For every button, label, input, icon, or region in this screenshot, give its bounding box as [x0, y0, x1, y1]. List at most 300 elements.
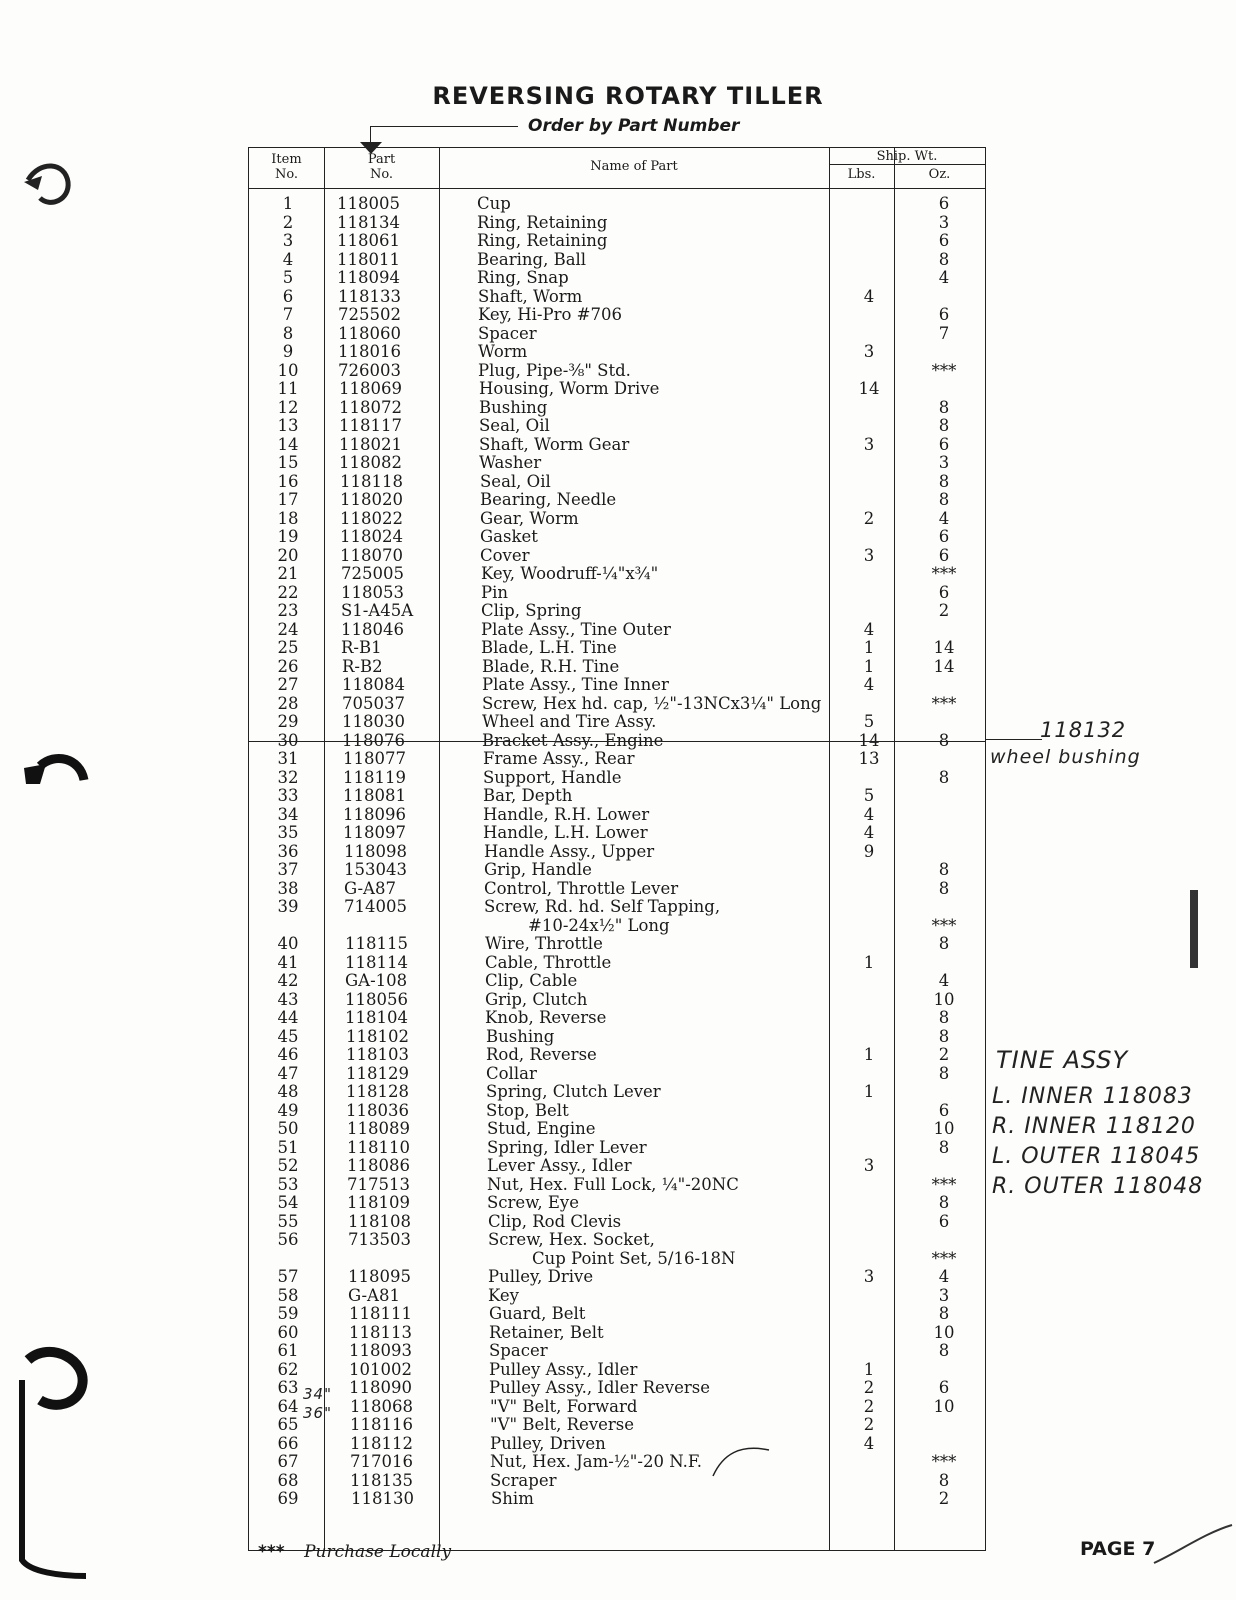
row-item-number: 40	[277, 934, 299, 953]
table-row	[249, 806, 985, 825]
row-weight-oz: 8	[938, 1026, 950, 1046]
row-part-number: 118095	[348, 1267, 411, 1286]
row-part-number: 118104	[345, 1008, 408, 1027]
table-row	[249, 565, 985, 584]
row-weight-oz: 4	[938, 268, 950, 287]
row-part-name: Bushing	[486, 1026, 555, 1046]
row-weight-oz: 10	[933, 989, 955, 1009]
table-row	[249, 954, 985, 973]
row-part-name: Key, Hi-Pro #706	[478, 305, 622, 324]
table-row	[249, 491, 985, 510]
table-row	[249, 1453, 985, 1472]
row-weight-lbs: 3	[863, 434, 875, 454]
row-part-number: 118111	[349, 1304, 412, 1323]
row-part-name: Wheel and Tire Assy.	[482, 712, 657, 731]
row-part-number: 725502	[338, 305, 401, 324]
row-part-name: Clip, Cable	[485, 971, 578, 990]
row-item-number: 59	[277, 1304, 299, 1323]
row-part-number: 118119	[343, 767, 406, 787]
row-part-number: 118129	[346, 1063, 409, 1083]
order-pointer-line	[370, 126, 518, 127]
handwritten-tine-line-2: R. INNER 118120	[992, 1114, 1196, 1139]
row-item-number: 38	[277, 878, 299, 898]
row-part-name: "V" Belt, Reverse	[490, 1415, 635, 1434]
row-part-name: Cup Point Set, 5/16-18N	[532, 1248, 736, 1268]
row-part-number: 118016	[338, 342, 401, 361]
row-weight-lbs: 14	[858, 730, 880, 750]
table-row	[249, 1250, 985, 1269]
row-weight-oz: 6	[938, 434, 950, 454]
row-weight-oz: 14	[933, 638, 955, 657]
row-part-number: 118082	[339, 453, 402, 472]
row-item-number: 31	[277, 749, 299, 768]
row-part-number: 705037	[342, 693, 405, 713]
table-row	[249, 917, 985, 936]
row-part-name: Seal, Oil	[480, 471, 551, 491]
row-part-name: Ring, Snap	[477, 268, 569, 287]
table-row	[249, 1028, 985, 1047]
table-row	[249, 195, 985, 214]
row-weight-oz: 8	[938, 1008, 950, 1027]
row-part-name: Knob, Reverse	[485, 1008, 607, 1027]
row-weight-lbs: 13	[858, 749, 880, 768]
row-weight-oz: 8	[938, 934, 950, 953]
table-row	[249, 1157, 985, 1176]
row-item-number: 29	[277, 712, 299, 731]
row-part-number: 118021	[339, 434, 402, 454]
handwritten-correction-part: 118132	[1040, 718, 1127, 742]
row-part-number: 118020	[340, 490, 403, 509]
row-item-number: 43	[277, 989, 299, 1009]
row-item-number: 33	[277, 786, 299, 805]
row-item-number: 11	[277, 379, 299, 398]
row-part-name: Stud, Engine	[487, 1119, 596, 1138]
row-part-name: Screw, Rd. hd. Self Tapping,	[484, 897, 721, 916]
row-part-name: Shaft, Worm	[478, 286, 583, 306]
table-row	[249, 787, 985, 806]
table-row	[249, 269, 985, 288]
row-item-number: 64	[277, 1396, 299, 1416]
row-part-number: 118093	[349, 1341, 412, 1360]
row-part-number: 717513	[347, 1174, 410, 1194]
row-weight-oz: 6	[938, 1378, 950, 1397]
row-item-number: 6	[282, 286, 294, 306]
row-item-number: 60	[277, 1322, 299, 1342]
row-part-name: Collar	[486, 1063, 537, 1083]
row-item-number: 53	[277, 1174, 299, 1194]
table-row	[249, 473, 985, 492]
row-part-number: 118070	[340, 545, 403, 565]
row-part-name: Bushing	[479, 397, 548, 417]
row-item-number: 68	[277, 1470, 299, 1490]
row-part-number: GA-108	[345, 971, 408, 990]
row-part-number: 118096	[343, 804, 406, 824]
row-part-name: Key	[488, 1285, 519, 1305]
row-part-name: Pin	[481, 582, 509, 602]
header-part: Part No.	[367, 152, 396, 182]
row-item-number: 4	[282, 249, 294, 269]
row-part-number: 118110	[347, 1137, 410, 1157]
table-row	[249, 584, 985, 603]
table-row	[249, 1416, 985, 1435]
row-item-number: 45	[277, 1026, 299, 1046]
row-item-number: 5	[282, 268, 294, 287]
table-row	[249, 769, 985, 788]
row-item-number: 34	[277, 804, 299, 824]
table-row	[249, 602, 985, 621]
row-weight-oz: 6	[938, 1211, 950, 1231]
row-part-name: Bracket Assy., Engine	[482, 730, 664, 750]
handwritten-tine-line-3: L. OUTER 118045	[992, 1144, 1201, 1169]
row-item-number: 19	[277, 527, 299, 546]
row-weight-lbs: 2	[863, 1396, 875, 1416]
row-item-number: 30	[277, 730, 299, 750]
row-part-number: 717016	[350, 1452, 413, 1471]
row-item-number: 16	[277, 471, 299, 491]
table-row	[249, 713, 985, 732]
row-part-name: Grip, Handle	[484, 860, 592, 879]
page-title: REVERSING ROTARY TILLER	[432, 82, 824, 110]
row-item-number: 35	[277, 823, 299, 842]
row-weight-lbs: 4	[863, 619, 875, 639]
page-curl-mark	[1150, 1505, 1236, 1565]
table-row	[249, 621, 985, 640]
row-part-number: 118118	[340, 471, 403, 491]
table-row	[249, 1120, 985, 1139]
row-weight-oz: ***	[931, 1452, 957, 1471]
row-weight-oz: 8	[938, 878, 950, 898]
row-weight-oz: 6	[938, 231, 950, 250]
handwritten-tine-title: TINE ASSY	[996, 1046, 1129, 1074]
row-weight-oz: 7	[938, 323, 950, 343]
row-item-number: 20	[277, 545, 299, 565]
row-part-number: 118072	[339, 397, 402, 417]
row-item-number: 67	[277, 1452, 299, 1471]
row-item-number: 41	[277, 952, 299, 972]
row-item-number: 32	[277, 767, 299, 787]
row-part-number: G-A81	[348, 1285, 400, 1305]
table-row	[249, 1176, 985, 1195]
row-item-number: 26	[277, 656, 299, 676]
row-part-name: Nut, Hex. Jam-½"-20 N.F.	[490, 1452, 702, 1471]
row-part-number: 101002	[349, 1359, 412, 1379]
row-item-number: 61	[277, 1341, 299, 1360]
row-part-name: Housing, Worm Drive	[479, 379, 660, 398]
table-row	[249, 214, 985, 233]
table-row	[249, 306, 985, 325]
row-part-number: 118128	[346, 1082, 409, 1101]
handwritten-belt-64: 34"	[303, 1385, 332, 1403]
row-part-number: 118077	[343, 749, 406, 768]
row-part-number: 118115	[345, 934, 408, 953]
row-part-name: Retainer, Belt	[489, 1322, 604, 1342]
row-part-name: Lever Assy., Idler	[487, 1156, 632, 1175]
row-weight-oz: 10	[933, 1119, 955, 1138]
row-part-number: G-A87	[344, 878, 396, 898]
row-weight-lbs: 1	[863, 1359, 875, 1379]
row-item-number: 49	[277, 1100, 299, 1120]
header-item: Item No.	[271, 152, 302, 182]
row-item-number: 58	[277, 1285, 299, 1305]
handwritten-belt-65: 36"	[303, 1404, 332, 1422]
row-item-number: 62	[277, 1359, 299, 1379]
row-part-number: 118061	[337, 231, 400, 250]
table-row	[249, 251, 985, 270]
row-weight-oz: 3	[938, 1285, 950, 1305]
row-item-number: 65	[277, 1415, 299, 1434]
row-part-name: Nut, Hex. Full Lock, ¼"-20NC	[487, 1174, 739, 1194]
row-item-number: 21	[277, 564, 299, 583]
row-weight-oz: 8	[938, 249, 950, 269]
row-item-number: 52	[277, 1156, 299, 1175]
row-part-number: 118094	[337, 268, 400, 287]
row-weight-oz: 8	[938, 416, 950, 435]
row-item-number: 9	[282, 342, 294, 361]
row-item-number: 39	[277, 897, 299, 916]
row-part-name: Handle Assy., Upper	[484, 841, 655, 861]
row-part-number: 118116	[350, 1415, 413, 1434]
row-weight-oz: 6	[938, 305, 950, 324]
table-row	[249, 1305, 985, 1324]
table-row	[249, 1046, 985, 1065]
row-item-number: 7	[282, 305, 294, 324]
row-weight-oz: 4	[938, 508, 950, 528]
row-part-name: Screw, Eye	[487, 1193, 579, 1212]
row-part-name: #10-24x½" Long	[528, 915, 670, 935]
row-item-number: 51	[277, 1137, 299, 1157]
row-weight-oz: 6	[938, 1100, 950, 1120]
row-part-number: 118108	[348, 1211, 411, 1231]
row-item-number: 12	[277, 397, 299, 417]
row-item-number: 27	[277, 675, 299, 694]
row-part-name: Grip, Clutch	[485, 989, 588, 1009]
row-weight-oz: 6	[938, 194, 950, 213]
row-item-number: 18	[277, 508, 299, 528]
row-weight-lbs: 4	[863, 286, 875, 306]
table-row	[249, 1009, 985, 1028]
row-item-number: 14	[277, 434, 299, 454]
row-weight-oz: 8	[938, 471, 950, 491]
row-weight-oz: 8	[938, 1193, 950, 1212]
table-row	[249, 399, 985, 418]
page-number: PAGE 7	[1080, 1538, 1156, 1560]
header-oz: Oz.	[928, 167, 951, 182]
row-part-number: 118098	[344, 841, 407, 861]
row-part-name: Gear, Worm	[480, 508, 579, 528]
row-part-name: Spacer	[478, 323, 537, 343]
row-part-number: 725005	[341, 564, 404, 583]
row-part-name: Control, Throttle Lever	[484, 878, 679, 898]
table-row	[249, 417, 985, 436]
table-row	[249, 843, 985, 862]
row-weight-lbs: 3	[863, 342, 875, 361]
row-part-number: 118081	[343, 786, 406, 805]
binder-hole-mark-icon	[10, 740, 90, 810]
row-item-number: 22	[277, 582, 299, 602]
row-part-number: 118011	[337, 249, 400, 269]
row-item-number: 3	[282, 231, 294, 250]
row-part-name: Seal, Oil	[479, 416, 550, 435]
row-weight-lbs: 1	[863, 1082, 875, 1101]
row-part-number: S1-A45A	[341, 601, 414, 620]
row-item-number: 24	[277, 619, 299, 639]
table-row	[249, 1490, 985, 1509]
row-item-number: 10	[277, 360, 299, 380]
row-item-number: 54	[277, 1193, 299, 1212]
row-item-number: 66	[277, 1433, 299, 1453]
row-part-number: 118089	[347, 1119, 410, 1138]
row-part-number: 118036	[346, 1100, 409, 1120]
row-part-name: Cable, Throttle	[485, 952, 612, 972]
table-row	[249, 658, 985, 677]
row-weight-oz: 8	[938, 767, 950, 787]
binder-edge-mark-icon	[0, 1340, 90, 1580]
table-row	[249, 991, 985, 1010]
order-note: Order by Part Number	[528, 116, 740, 136]
table-row	[249, 1102, 985, 1121]
row-weight-oz: 4	[938, 971, 950, 990]
table-row	[249, 898, 985, 917]
table-row	[249, 1268, 985, 1287]
row-weight-lbs: 4	[863, 675, 875, 694]
row-part-name: Washer	[479, 453, 542, 472]
table-row	[249, 861, 985, 880]
row-part-name: Plate Assy., Tine Inner	[482, 675, 669, 694]
handwritten-correction-label: wheel bushing	[990, 746, 1141, 768]
row-item-number: 56	[277, 1230, 299, 1249]
table-row	[249, 362, 985, 381]
row-weight-lbs: 14	[858, 379, 880, 398]
table-row	[249, 528, 985, 547]
row-part-number: 118133	[338, 286, 401, 306]
row-part-number: 118114	[345, 952, 408, 972]
row-weight-lbs: 4	[863, 1433, 875, 1453]
row-part-number: 118102	[346, 1026, 409, 1046]
row-weight-oz: 8	[938, 860, 950, 879]
table-row	[249, 288, 985, 307]
row-weight-oz: 3	[938, 212, 950, 232]
table-row	[249, 695, 985, 714]
row-part-name: Guard, Belt	[489, 1304, 586, 1323]
row-part-name: "V" Belt, Forward	[490, 1396, 638, 1416]
row-item-number: 36	[277, 841, 299, 861]
table-row	[249, 1194, 985, 1213]
table-row	[249, 436, 985, 455]
row-part-number: 118097	[343, 823, 406, 842]
row-part-number: 118005	[337, 194, 400, 213]
row-part-name: Shim	[491, 1489, 534, 1508]
row-part-name: Support, Handle	[483, 767, 622, 787]
row-part-name: Ring, Retaining	[477, 231, 608, 250]
table-row	[249, 1065, 985, 1084]
row-weight-lbs: 1	[863, 656, 875, 676]
header-name: Name of Part	[590, 159, 678, 174]
row-weight-oz: ***	[931, 564, 957, 583]
row-weight-oz: ***	[931, 1174, 957, 1194]
table-row	[249, 935, 985, 954]
row-item-number: 48	[277, 1082, 299, 1101]
table-row	[249, 676, 985, 695]
row-item-number: 8	[282, 323, 294, 343]
row-weight-oz: 8	[938, 1470, 950, 1490]
row-weight-lbs: 2	[863, 1378, 875, 1397]
row-part-number: 118053	[341, 582, 404, 602]
row-weight-oz: 8	[938, 490, 950, 509]
table-row	[249, 1083, 985, 1102]
row-part-number: 118060	[338, 323, 401, 343]
row-part-name: Spring, Idler Lever	[487, 1137, 647, 1157]
row-weight-lbs: 3	[863, 1156, 875, 1175]
row-item-number: 25	[277, 638, 299, 657]
row-part-number: 118030	[342, 712, 405, 731]
row-part-number: R-B1	[341, 638, 382, 657]
handwritten-tine-line-1: L. INNER 118083	[992, 1084, 1193, 1109]
parts-table	[248, 147, 986, 1551]
row-part-number: 118084	[342, 675, 405, 694]
row-weight-oz: 4	[938, 1267, 950, 1286]
table-row	[249, 343, 985, 362]
row-weight-lbs: 1	[863, 638, 875, 657]
table-row	[249, 750, 985, 769]
row-weight-oz: 14	[933, 656, 955, 676]
row-item-number: 37	[277, 860, 299, 879]
footnote-symbol: ***	[258, 1542, 285, 1562]
row-item-number: 57	[277, 1267, 299, 1286]
row-weight-oz: 2	[938, 601, 950, 620]
row-weight-lbs: 3	[863, 1267, 875, 1286]
row-weight-oz: 3	[938, 453, 950, 472]
row-weight-oz: 10	[933, 1396, 955, 1416]
table-row	[249, 1324, 985, 1343]
row-part-name: Spring, Clutch Lever	[486, 1082, 661, 1101]
row-part-number: R-B2	[342, 656, 383, 676]
row-weight-oz: 8	[938, 1304, 950, 1323]
row-part-number: 118112	[350, 1433, 413, 1453]
row-weight-lbs: 1	[863, 1045, 875, 1064]
table-row	[249, 1231, 985, 1250]
row-weight-lbs: 3	[863, 545, 875, 565]
row-weight-lbs: 1	[863, 952, 875, 972]
table-row	[249, 1472, 985, 1491]
row-part-name: Cup	[477, 194, 511, 213]
row-weight-oz: ***	[931, 1248, 957, 1268]
table-row	[249, 732, 985, 751]
row-part-name: Frame Assy., Rear	[483, 749, 635, 768]
row-part-number: 118069	[339, 379, 402, 398]
row-item-number: 42	[277, 971, 299, 990]
row-weight-lbs: 4	[863, 823, 875, 842]
row-weight-oz: 6	[938, 582, 950, 602]
table-row	[249, 1379, 985, 1398]
row-part-number: 118109	[347, 1193, 410, 1212]
row-part-name: Ring, Retaining	[477, 212, 608, 232]
row-item-number: 46	[277, 1045, 299, 1064]
row-part-number: 118090	[349, 1378, 412, 1397]
row-part-name: Clip, Rod Clevis	[488, 1211, 622, 1231]
row-weight-oz: ***	[931, 693, 957, 713]
table-row	[249, 325, 985, 344]
row-item-number: 55	[277, 1211, 299, 1231]
row-item-number: 44	[277, 1008, 299, 1027]
row-part-number: 118130	[351, 1489, 414, 1508]
row-weight-oz: 8	[938, 1341, 950, 1360]
header-divider	[249, 188, 985, 189]
row-weight-lbs: 2	[863, 1415, 875, 1434]
table-row	[249, 547, 985, 566]
row-weight-oz: 8	[938, 1137, 950, 1157]
row-part-number: 118046	[341, 619, 404, 639]
row-weight-lbs: 5	[863, 786, 875, 805]
